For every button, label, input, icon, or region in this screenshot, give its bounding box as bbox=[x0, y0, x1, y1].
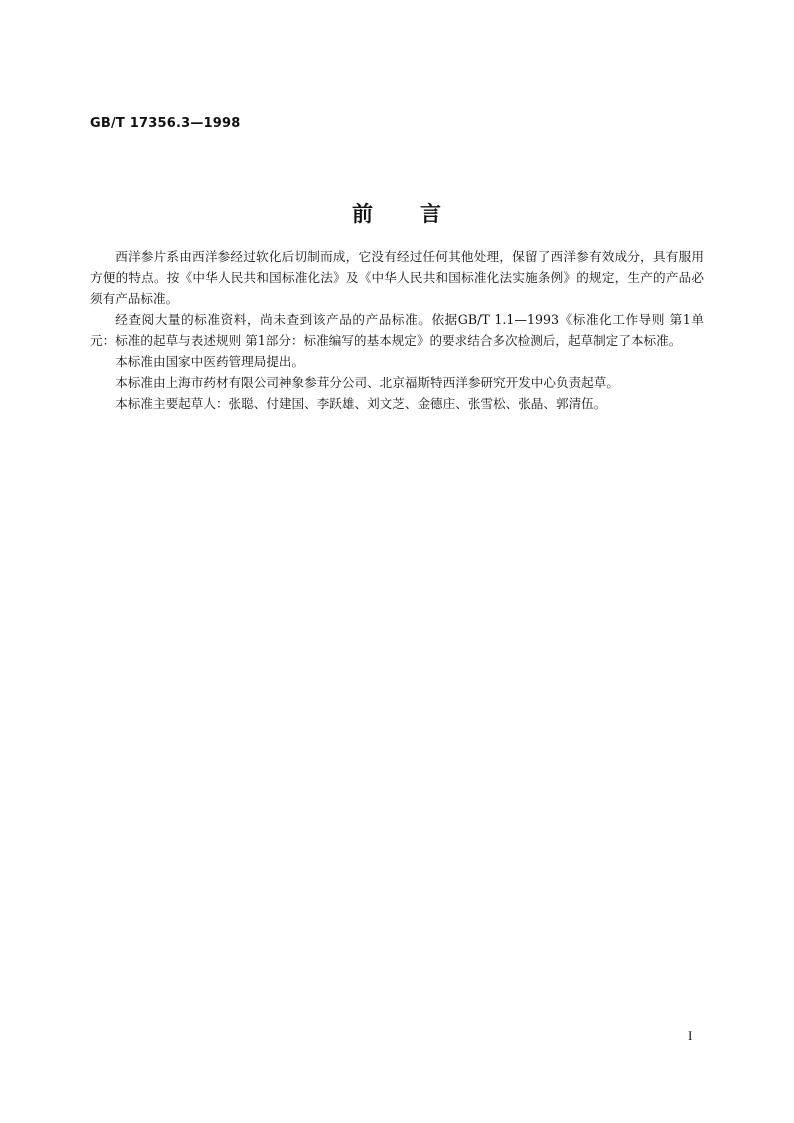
foreword-body bbox=[90, 246, 704, 414]
paragraph-proposer: 本标准由国家中医药管理局提出。 bbox=[115, 354, 305, 369]
paragraph-drafters: 本标准主要起草人：张聪、付建国、李跃雄、刘文芝、金德庄、张雪松、张晶、郭清伍。 bbox=[115, 396, 607, 411]
title-char-2: 言 bbox=[420, 202, 442, 226]
standard-number: GB/T 17356.3—1998 bbox=[90, 116, 241, 131]
paragraph-drafting-units: 本标准由上海市药材有限公司神象参茸分公司、北京福斯特西洋参研究开发中心负责起草。 bbox=[115, 375, 619, 390]
title-char-1: 前 bbox=[352, 202, 374, 226]
page-number: I bbox=[688, 1028, 693, 1043]
page-title bbox=[0, 198, 794, 228]
paragraph-standard-basis: 经查阅大量的标准资料，尚未查到该产品的产品标准。依据GB/T 1.1—1993《标准化工作导则 第1单元：标准的起草与表述规则 第1部分：标准编写的基本规定》的要求结合多次检测后，起草制定了本标准。 bbox=[90, 312, 704, 348]
paragraph-product-description: 西洋参片系由西洋参经过软化后切制而成，它没有经过任何其他处理，保留了西洋参有效成分，具有服用方便的特点。按《中华人民共和国标准化法》及《中华人民共和国标准化法实施条例》的规定，生产的产品必须有产品标准。 bbox=[90, 249, 704, 306]
